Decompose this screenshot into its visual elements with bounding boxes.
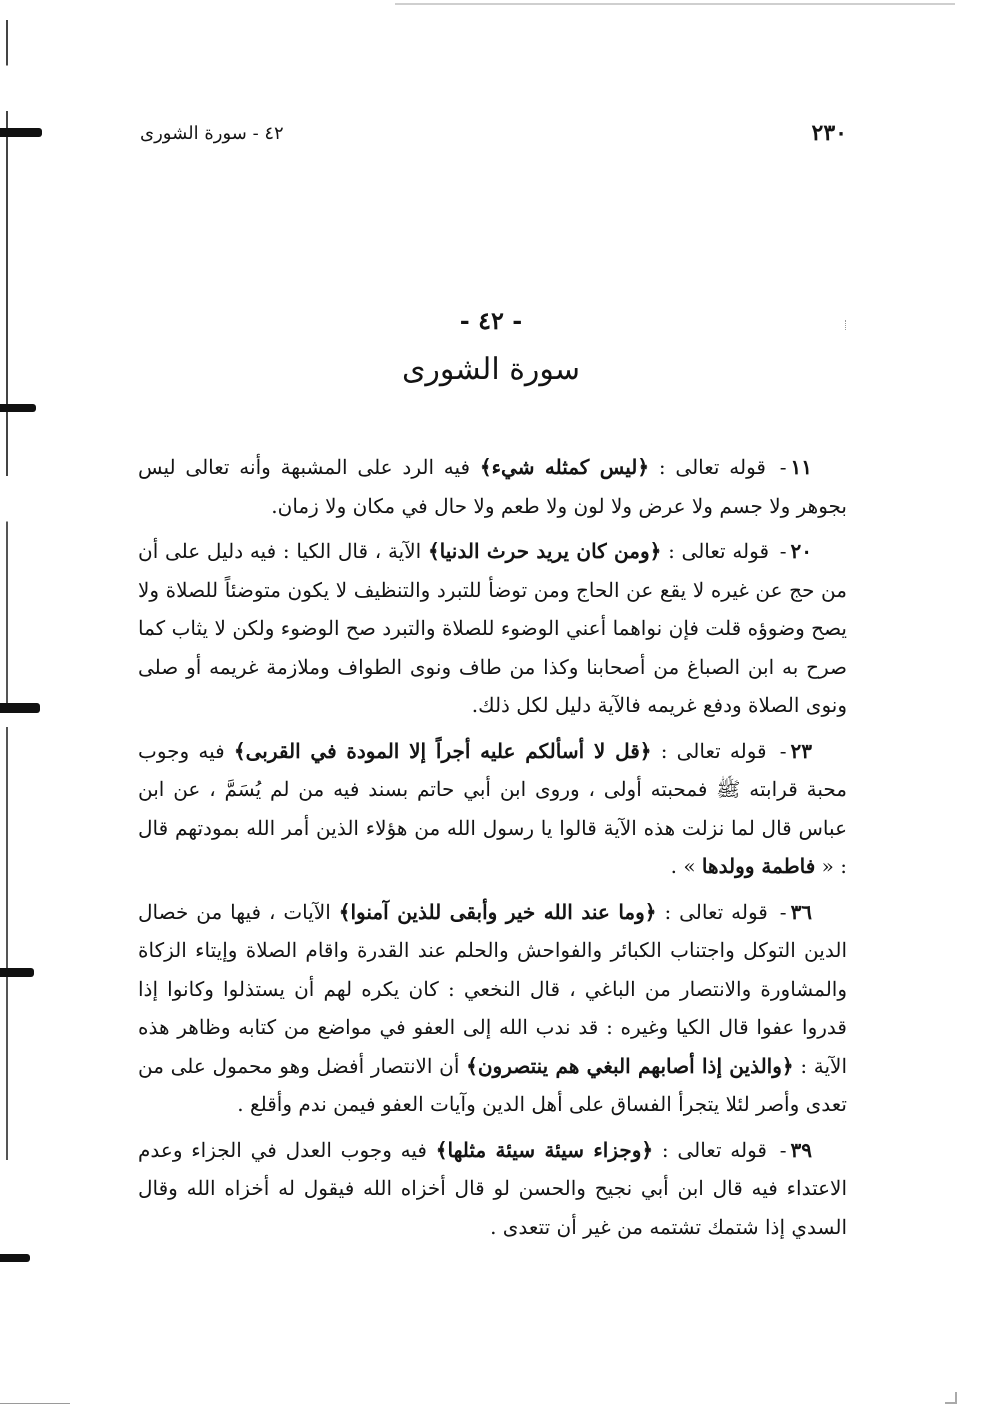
separator: - (779, 738, 787, 763)
separator: - (779, 455, 787, 479)
quranic-quote: ﴿وجزاء سيئة سيئة مثلها﴾ (435, 1137, 654, 1162)
scan-corner-mark (945, 1392, 957, 1404)
quranic-quote-secondary: ﴿والذين إذا أصابهم البغي هم ينتصرون﴾ (466, 1053, 794, 1078)
paragraph-text-continued: أن الانتصار أفضل وهو محمول على من تعدى وأصر لئلا يتجرأ الفساق على أهل الدين وآيات العفو فيمن ندم وأقلع . (138, 1053, 847, 1116)
binding-edge (6, 20, 8, 1160)
commentary-paragraph (138, 448, 847, 525)
running-title: ٤٢ - سورة الشورى (140, 123, 284, 144)
verse-number: ١١ (790, 455, 813, 479)
quranic-quote: ﴿قل لا أسألكم عليه أجراً إلا المودة في القربى﴾ (233, 738, 652, 763)
quranic-quote: ﴿ليس كمثله شيء﴾ (479, 455, 650, 479)
running-header (140, 120, 847, 150)
quranic-quote: ﴿ومن كان يريد حرث الدنيا﴾ (427, 539, 662, 563)
binding-mark (0, 128, 42, 137)
verse-number: ٢٠ (790, 539, 813, 563)
scan-edge-top (395, 3, 955, 5)
binding-mark (0, 1254, 30, 1262)
intro-text: قوله تعالى : (661, 1137, 767, 1162)
intro-text: قوله تعالى : (668, 539, 770, 563)
separator: - (779, 539, 787, 563)
commentary-paragraph (138, 532, 847, 725)
bold-phrase: فاطمة وولدها (701, 854, 816, 878)
binding-mark (0, 404, 36, 412)
commentary-body (138, 448, 847, 1246)
verse-number: ٣٦ (790, 899, 813, 924)
surah-title: سورة الشورى (401, 352, 581, 387)
paragraph-end-text: » . (670, 854, 696, 878)
scan-edge-bottom (0, 1403, 70, 1404)
binding-mark (0, 968, 34, 977)
paragraph-text: فيه وجوب محبة قرابته ﷺ فمحبته أولى ، وروى ابن أبي حاتم بسند فيه من لم يُسَمَّ ، عن ابن عباس قال لما نزلت هذه الآية قالوا يا رسول الله من هؤلاء الذين أمر الله بمودتهم قال : « (138, 738, 847, 878)
binding-mark (0, 703, 40, 713)
intro-text: قوله تعالى : (660, 738, 767, 763)
verse-number: ٣٩ (790, 1137, 813, 1162)
paragraph-text: الآيات ، فيها من خصال الدين التوكل واجتناب الكبائر والفواحش والحلم عند القدرة واقام الصلاة وإيتاء الزكاة والمشاورة والانتصار من الباغي ، قال النخعي : كان يكره لهم أن يستذلوا وكانوا إذا قدروا عفوا قال الكيا وغيره : قد ندب الله إلى العفو في مواضع من كتابه وظاهر هذه الآية : (138, 899, 848, 1078)
intro-text: قوله تعالى : (658, 455, 766, 479)
commentary-paragraph (138, 893, 847, 1124)
verse-number: ٢٣ (790, 738, 813, 763)
page-number: ٢٣٠ (811, 120, 847, 146)
surah-number: - ٤٢ - (459, 306, 523, 335)
separator: - (779, 1137, 787, 1162)
commentary-paragraph (138, 1131, 847, 1247)
commentary-paragraph (138, 732, 847, 886)
paragraph-text: فيه الرد على المشبهة وأنه تعالى ليس بجوهر ولا جسم ولا عرض ولا لون ولا طعم ولا حال في مكان ولا زمان. (138, 455, 847, 518)
quranic-quote: ﴿وما عند الله خير وأبقى للذين آمنوا﴾ (338, 899, 657, 924)
paragraph-text: الآية ، قال الكيا : فيه دليل على أن من حج عن غيره لا يقع عن الحاج ومن توضأ للتبرد والتنظيف لا يكون متوضئاً للصلاة ولا يصح وضوؤه قلت فإن نواهما أعني الوضوء للصلاة والتبرد صح الوضوء ولكن لا يثاب كما صرح به ابن الصباغ من أصحابنا وكذا من طاف ونوى الطواف وملازمة غريمه أو صلى ونوى الصلاة ودفع غريمه فالآية دليل لكل ذلك. (138, 539, 847, 717)
paragraph-text: فيه وجوب العدل في الجزاء وعدم الاعتداء فيه قال ابن أبي نجيح والحسن لو قال أخزاه الله فيقول له أخزاه الله وقال السدي إذا شتمك تشتمه من غير أن تتعدى . (138, 1137, 847, 1239)
intro-text: قوله تعالى : (664, 899, 768, 924)
separator: - (779, 899, 787, 924)
